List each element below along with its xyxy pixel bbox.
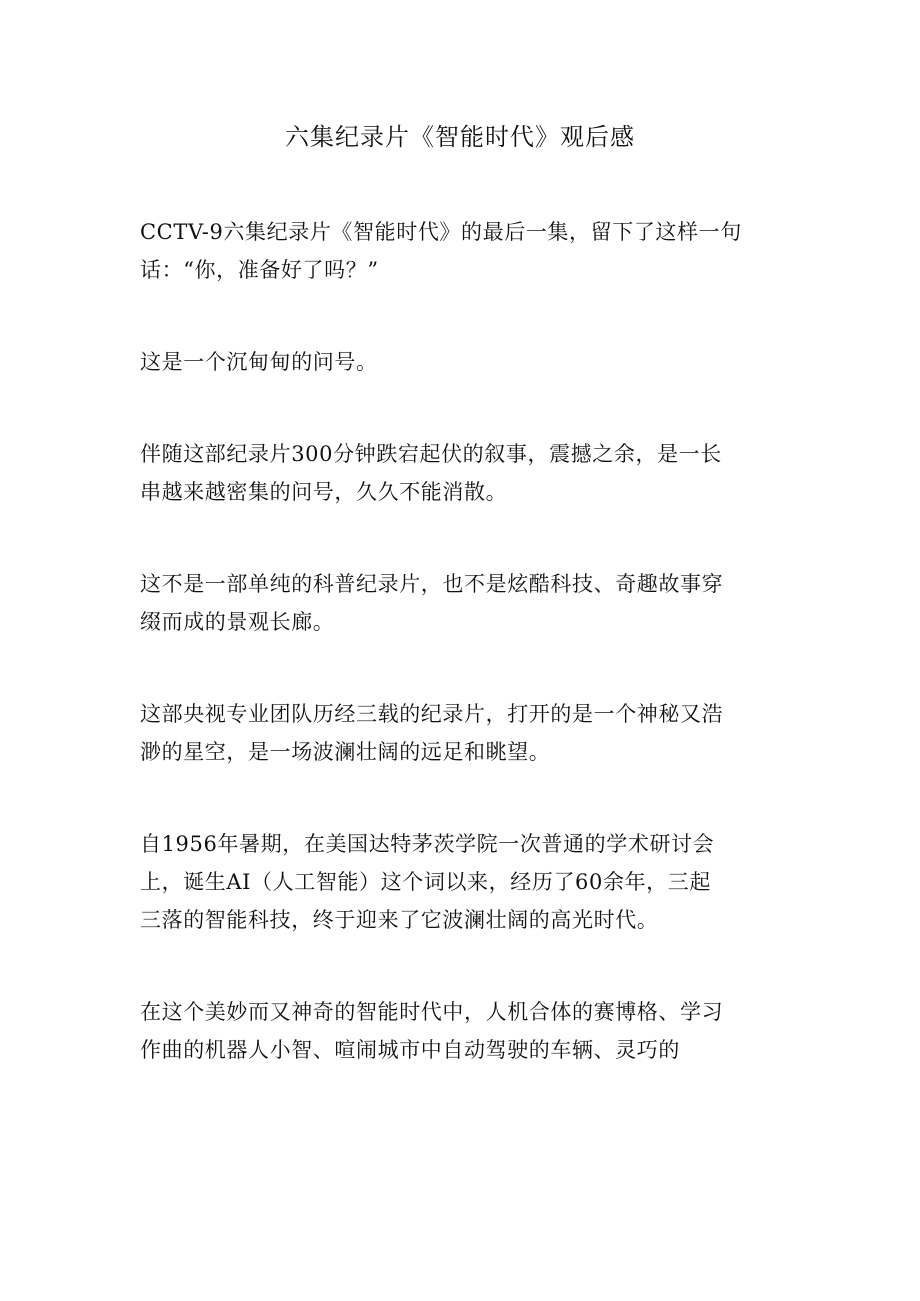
paragraph-line: 串越来越密集的问号，久久不能消散。 <box>140 480 508 504</box>
paragraph-line: 渺的星空，是一场波澜壮阔的远足和眺望。 <box>140 740 551 764</box>
paragraph-line: 这不是一部单纯的科普纪录片，也不是炫酷科技、奇趣故事穿 <box>140 572 724 596</box>
paragraph-line: 在这个美妙而又神奇的智能时代中，人机合体的赛博格、学习 <box>140 1000 724 1024</box>
paragraph-line: 这是一个沉甸甸的问号。 <box>140 350 378 374</box>
document-body <box>140 213 780 1123</box>
paragraph-line: CCTV-9六集纪录片《智能时代》的最后一集，留下了这样一句 <box>140 220 742 244</box>
paragraph-line: 三落的智能科技，终于迎来了它波澜壮阔的高光时代。 <box>140 908 659 932</box>
paragraph-7 <box>140 993 780 1069</box>
paragraph-line: 作曲的机器人小智、喧闹城市中自动驾驶的车辆、灵巧的 <box>140 1038 680 1062</box>
document-title: 六集纪录片《智能时代》观后感 <box>285 123 635 151</box>
paragraph-line: 这部央视专业团队历经三载的纪录片，打开的是一个神秘又浩 <box>140 702 724 726</box>
paragraph-6 <box>140 825 780 939</box>
paragraph-line: 伴随这部纪录片300分钟跌宕起伏的叙事，震撼之余，是一长 <box>140 442 722 466</box>
paragraph-4 <box>140 565 780 641</box>
paragraph-5 <box>140 695 780 771</box>
paragraph-2 <box>140 343 780 381</box>
paragraph-line: 自1956年暑期，在美国达特茅茨学院一次普通的学术研讨会 <box>140 832 715 856</box>
paragraph-line: 话：“你，准备好了吗？” <box>140 258 379 282</box>
paragraph-3 <box>140 435 780 511</box>
paragraph-1 <box>140 213 780 289</box>
paragraph-line: 缀而成的景观长廊。 <box>140 610 335 634</box>
paragraph-line: 上，诞生AI（人工智能）这个词以来，经历了60余年，三起 <box>140 870 711 894</box>
